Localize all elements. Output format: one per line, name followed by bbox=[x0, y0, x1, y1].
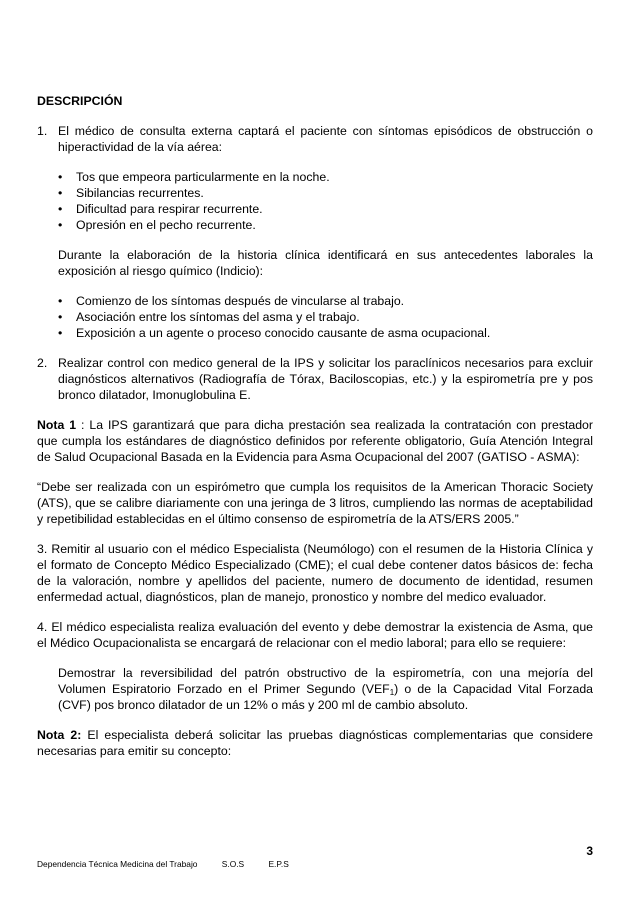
item-4-text: 4. El médico especialista realiza evaluación del evento y debe demostrar la existencia de Asma, que el Médico Ocupacionalista se encargará de relacionar con el medio laboral; para ello se requiere: bbox=[37, 620, 593, 650]
numbered-item-1 bbox=[37, 123, 593, 155]
bullet-icon: • bbox=[58, 202, 63, 216]
item-1-exposure-text: Durante la elaboración de la historia clínica identificará en sus antecedentes laborales la exposición al riesgo químico (Indicio): bbox=[58, 248, 593, 278]
numbered-item-2 bbox=[37, 355, 593, 403]
bullet-icon: • bbox=[58, 294, 63, 308]
bullet-icon: • bbox=[58, 186, 63, 200]
document-body bbox=[37, 93, 593, 759]
nota-2-text: El especialista deberá solicitar las pruebas diagnósticas complementarias que considere necesarias para emitir su concepto: bbox=[37, 728, 593, 758]
bullet-icon: • bbox=[58, 310, 63, 324]
list-item: • Comienzo de los síntomas después de vincularse al trabajo. bbox=[58, 294, 405, 308]
nota-1-label: Nota 1 bbox=[37, 418, 77, 432]
list-item: • Sibilancias recurrentes. bbox=[58, 186, 204, 200]
symptom-list bbox=[37, 169, 593, 233]
nota-2-label: Nota 2: bbox=[37, 728, 82, 742]
page-footer bbox=[37, 859, 311, 869]
list-item: • Exposición a un agente o proceso conocido causante de asma ocupacional. bbox=[58, 326, 491, 340]
nota-1-text: : La IPS garantizará que para dicha prestación sea realizada la contratación con prestador que cumpla los estándares de diagnóstico definidos por referente obligatorio, Guía Atención Integral de Salud Ocupacional Basada en la Evidencia para Asma Ocupacional del 2007 (GATISO - ASMA): bbox=[37, 418, 593, 464]
exposure-list bbox=[37, 293, 593, 341]
footer-eps: E.P.S bbox=[268, 859, 289, 869]
nota-2 bbox=[37, 727, 593, 759]
list-item: • Asociación entre los síntomas del asma y el trabajo. bbox=[58, 310, 360, 324]
section-heading: DESCRIPCIÓN bbox=[37, 94, 123, 108]
nota-1 bbox=[37, 417, 593, 465]
item-number: 1. bbox=[37, 124, 48, 138]
bullet-icon: • bbox=[58, 218, 63, 232]
bullet-icon: • bbox=[58, 326, 63, 340]
list-item: • Opresión en el pecho recurrente. bbox=[58, 218, 256, 232]
item-3-text: 3. Remitir al usuario con el médico Especialista (Neumólogo) con el resumen de la Historia Clínica y el formato de Concepto Médico Especializado (CME); el cual debe contener datos básicos de: fecha de la valoración, nombre y apellidos del paciente, numero de documento de identidad, resumen enfermedad actual, diagnósticos, plan de manejo, pronostico y nombre del medico evaluador. bbox=[37, 542, 593, 604]
footer-sos: S.O.S bbox=[221, 859, 245, 869]
list-item: • Tos que empeora particularmente en la noche. bbox=[58, 170, 330, 184]
item-number: 2. bbox=[37, 356, 48, 370]
item-1-text: El médico de consulta externa captará el paciente con síntomas episódicos de obstrucción o hiperactividad de la vía aérea: bbox=[58, 124, 593, 154]
page-number: 3 bbox=[586, 844, 593, 858]
bullet-icon: • bbox=[58, 170, 63, 184]
ats-quote: “Debe ser realizada con un espirómetro que cumpla los requisitos de la American Thoracic Society (ATS), que se calibre diariamente con una jeringa de 3 litros, cumpliendo las normas de aceptabilidad y repetibilidad establecidas en el último consenso de espirometría de la ATS/ERS 2005.” bbox=[37, 480, 593, 526]
item-2-text: Realizar control con medico general de la IPS y solicitar los paraclínicos necesarios para excluir diagnósticos alternativos (Radiografía de Tórax, Baciloscopias, etc.) y la espirometría pre y pos bronco dilatador, Imonuglobulina E. bbox=[58, 356, 593, 402]
footer-department: Dependencia Técnica Medicina del Trabajo bbox=[37, 859, 198, 869]
item-4-detail: Demostrar la reversibilidad del patrón obstructivo de la espirometría, con una mejoría del Volumen Espiratorio Forzado en el Primer Segundo $(VEF_1)$ o de la Capacidad Vital Forzada (CVF) pos bronco dilatador de un 12% o más y 200 ml de cambio absoluto. bbox=[58, 666, 593, 712]
list-item: • Dificultad para respirar recurrente. bbox=[58, 202, 263, 216]
